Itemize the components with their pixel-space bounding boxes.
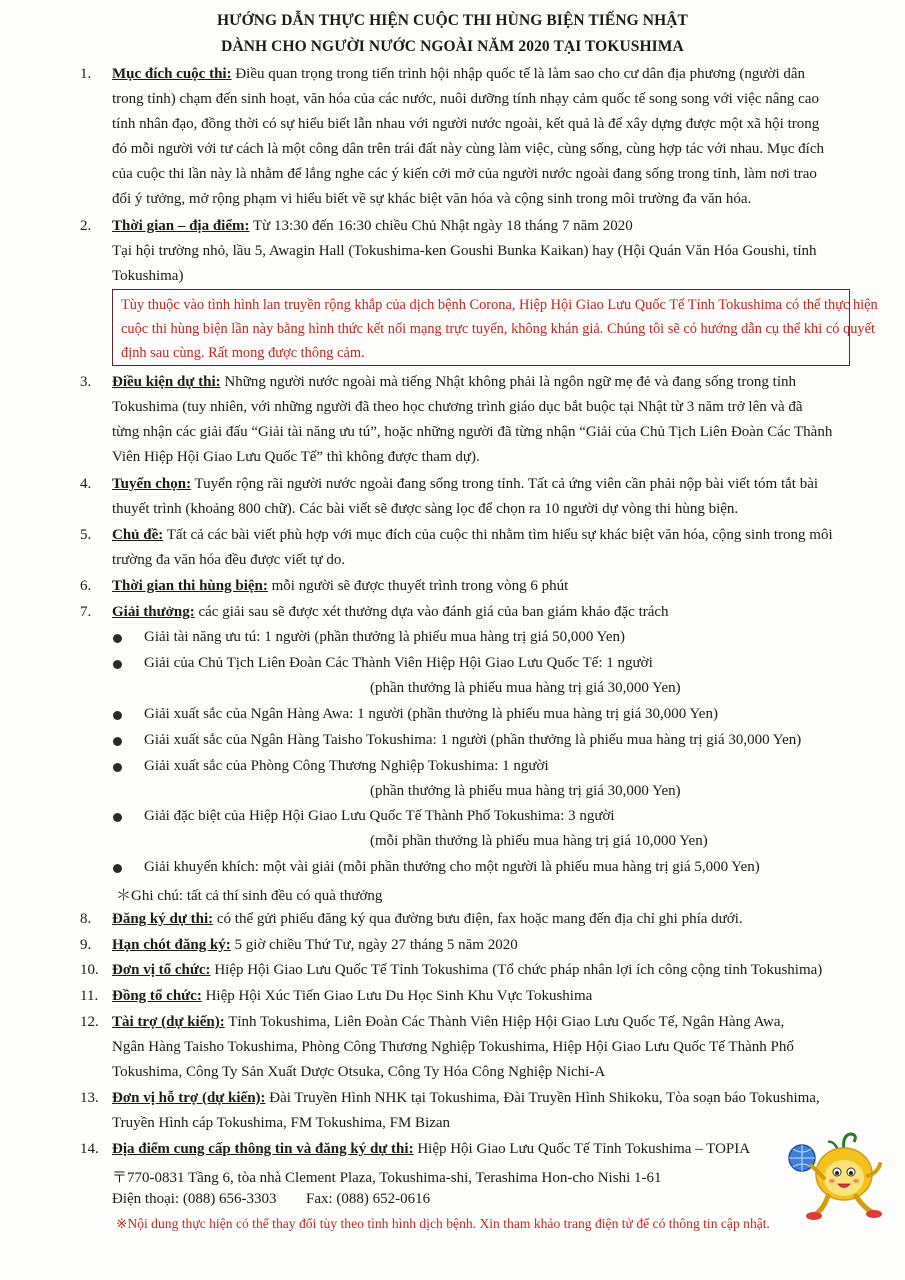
- contact-fax: Fax: (088) 652-0616: [306, 1191, 431, 1207]
- section-4-text: Tuyển rộng rãi người nước ngoài đang sống trong tỉnh. Tất cả ứng viên cần phải nộp bài viết tóm tắt bài: [191, 476, 819, 492]
- section-12-label: Tài trợ (dự kiến):: [112, 1014, 225, 1030]
- section-8-line-1: [112, 911, 743, 928]
- document-title-line-2: DÀNH CHO NGƯỜI NƯỚC NGOÀI NĂM 2020 TẠI TOKUSHIMA: [221, 38, 684, 55]
- prize-2-reward: (phần thưởng là phiếu mua hàng trị giá 30,000 Yen): [370, 680, 681, 696]
- section-1-line-1: [112, 66, 805, 83]
- prize-bullet-2: [113, 660, 122, 669]
- section-9-text: 5 giờ chiều Thứ Tư, ngày 27 tháng 5 năm 2020: [230, 937, 518, 953]
- section-12-line-2: Ngân Hàng Taisho Tokushima, Phòng Công Thương Nghiệp Tokushima, Hiệp Hội Giao Lưu Quốc Tế Thành Phố: [112, 1039, 794, 1055]
- section-3-line-4: Viên Hiệp Hội Giao Lưu Quốc Tế” thì không được tham dự).: [112, 449, 480, 465]
- prize-bullet-1: [113, 634, 122, 643]
- section-8-text: có thể gửi phiếu đăng ký qua đường bưu điện, fax hoặc mang đến địa chỉ ghi phía dưới.: [213, 911, 743, 927]
- section-1-label: Mục đích cuộc thi:: [112, 66, 232, 82]
- section-13-line-1: [112, 1090, 820, 1107]
- contact-address: 〒770-0831 Tầng 6, tòa nhà Clement Plaza, Tokushima-shi, Terashima Hon-cho Nishi 1-61: [112, 1170, 662, 1186]
- section-6-line-1: [112, 578, 568, 595]
- section-11-text: Hiệp Hội Xúc Tiến Giao Lưu Du Học Sinh Khu Vực Tokushima: [201, 988, 593, 1004]
- section-10-label: Đơn vị tổ chức:: [112, 962, 211, 978]
- notice-line-1: Tùy thuộc vào tình hình lan truyền rộng khắp của dịch bệnh Corona, Hiệp Hội Giao Lưu Quốc Tế Tỉnh Tokushima có thể thực hiện: [121, 297, 878, 313]
- topia-mascot-icon: [784, 1128, 884, 1226]
- section-1-line-5: của cuộc thi lần này là nhằm để lắng nghe các ý kiến cởi mở của người nước ngoài đang sống trong tỉnh, làm nơi trao: [112, 166, 817, 182]
- prize-bullet-3: [113, 711, 122, 720]
- section-9-line-1: [112, 937, 518, 954]
- prize-7: Giải khuyến khích: một vài giải (mỗi phần thưởng cho một người là phiếu mua hàng trị giá 5,000 Yen): [144, 859, 760, 875]
- prize-6-reward: (mỗi phần thưởng là phiếu mua hàng trị giá 10,000 Yen): [370, 833, 708, 849]
- section-4-line-1: [112, 476, 818, 493]
- section-10-number: 10.: [80, 962, 99, 978]
- section-2-label: Thời gian – địa điểm:: [112, 218, 250, 234]
- section-13-number: 13.: [80, 1090, 99, 1106]
- section-6-number: 6.: [80, 578, 92, 594]
- section-12-number: 12.: [80, 1014, 99, 1030]
- section-12-line-1: [112, 1014, 784, 1031]
- contact-phone: Điện thoại: (088) 656-3303: [112, 1191, 277, 1207]
- section-5-label: Chủ đề:: [112, 527, 164, 543]
- section-14-number: 14.: [80, 1141, 99, 1157]
- section-2-line-3: Tokushima): [112, 268, 184, 284]
- section-13-label: Đơn vị hỗ trợ (dự kiến):: [112, 1090, 266, 1106]
- section-13-text: Đài Truyền Hình NHK tại Tokushima, Đài Truyền Hình Shikoku, Tòa soạn báo Tokushima,: [265, 1090, 820, 1106]
- section-3-line-3: từng nhận các giải đấu “Giải tài năng ưu tú”, hoặc những người đã từng nhận “Giải của Chủ Tịch Liên Đoàn Các Thành: [112, 424, 833, 440]
- section-1-line-2: trong tỉnh) chạm đến sinh hoạt, văn hóa của các nước, nuôi dưỡng tính nhạy cảm quốc tế song song với việc nâng cao: [112, 91, 819, 107]
- section-6-text: mỗi người sẽ được thuyết trình trong vòng 6 phút: [267, 578, 569, 594]
- prize-bullet-5: [113, 763, 122, 772]
- section-4-line-2: thuyết trình (khoảng 800 chữ). Các bài viết sẽ được sàng lọc để chọn ra 10 người dự vòng thi hùng biện.: [112, 501, 739, 517]
- section-9-number: 9.: [80, 937, 92, 953]
- section-3-number: 3.: [80, 374, 92, 390]
- section-8-label: Đăng ký dự thi:: [112, 911, 214, 927]
- section-6-label: Thời gian thi hùng biện:: [112, 578, 268, 594]
- section-2-line-1: [112, 218, 633, 235]
- section-1-line-6: đổi ý tưởng, mở rộng phạm vi hiểu biết về sự khác biệt văn hóa và cộng sinh trong môi trường đa văn hóa.: [112, 191, 752, 207]
- section-12-text: Tỉnh Tokushima, Liên Đoàn Các Thành Viên Hiệp Hội Giao Lưu Quốc Tế, Ngân Hàng Awa,: [224, 1014, 785, 1030]
- section-14-label: Địa điểm cung cấp thông tin và đăng ký dự thi:: [112, 1141, 414, 1157]
- section-7-text: các giải sau sẽ được xét thưởng dựa vào đánh giá của ban giám khảo đặc trách: [194, 604, 669, 620]
- section-14-text: Hiệp Hội Giao Lưu Quốc Tế Tỉnh Tokushima – TOPIA: [413, 1141, 751, 1157]
- section-3-text: Những người nước ngoài mà tiếng Nhật không phải là ngôn ngữ mẹ đẻ và đang sống trong tỉnh: [220, 374, 796, 390]
- prize-1: Giải tài năng ưu tú: 1 người (phần thưởng là phiếu mua hàng trị giá 50,000 Yen): [144, 629, 626, 645]
- section-10-line-1: [112, 962, 822, 979]
- prize-6: Giải đặc biệt của Hiệp Hội Giao Lưu Quốc Tế Thành Phố Tokushima: 3 người: [144, 808, 615, 824]
- section-1-line-3: tính nhân đạo, đồng thời có sự hiểu biết lẫn nhau với người nước ngoài, kết quả là để xây dựng được một xã hội trong: [112, 116, 820, 132]
- footer-notice: ※Nội dung thực hiện có thể thay đổi tùy theo tình hình dịch bệnh. Xin tham khảo trang điện tử để có thông tin cập nhật.: [116, 1216, 770, 1231]
- section-7-label: Giải thưởng:: [112, 604, 195, 620]
- section-1-text: Điều quan trọng trong tiến trình hội nhập quốc tế là làm sao cho cư dân địa phương (người dân: [231, 66, 806, 82]
- section-8-number: 8.: [80, 911, 92, 927]
- section-4-label: Tuyển chọn:: [112, 476, 192, 492]
- prize-bullet-7: [113, 864, 122, 873]
- prize-bullet-6: [113, 813, 122, 822]
- section-3-line-1: [112, 374, 796, 391]
- section-12-line-3: Tokushima, Công Ty Sản Xuất Dược Otsuka, Công Ty Hóa Công Nghiệp Nichi-A: [112, 1064, 606, 1080]
- prize-bullet-4: [113, 737, 122, 746]
- section-2-number: 2.: [80, 218, 92, 234]
- section-7-number: 7.: [80, 604, 92, 620]
- section-11-number: 11.: [80, 988, 99, 1004]
- section-14-line-1: [112, 1141, 750, 1158]
- section-3-line-2: Tokushima (tuy nhiên, với những người đã theo học chương trình giáo dục bắt buộc tại Nhật từ 3 năm trở lên và đã: [112, 399, 803, 415]
- section-4-number: 4.: [80, 476, 92, 492]
- notice-line-3: định sau cùng. Rất mong được thông cảm.: [121, 345, 365, 361]
- document-title-line-1: HƯỚNG DẪN THỰC HIỆN CUỘC THI HÙNG BIỆN TIẾNG NHẬT: [217, 12, 688, 29]
- section-2-text: Từ 13:30 đến 16:30 chiều Chủ Nhật ngày 18 tháng 7 năm 2020: [249, 218, 633, 234]
- prize-4: Giải xuất sắc của Ngân Hàng Taisho Tokushima: 1 người (phần thưởng là phiếu mua hàng trị giá 30,000 Yen): [144, 732, 802, 748]
- section-10-text: Hiệp Hội Giao Lưu Quốc Tế Tỉnh Tokushima (Tổ chức pháp nhân lợi ích công cộng tỉnh Tokushima): [210, 962, 823, 978]
- section-11-line-1: [112, 988, 592, 1005]
- notice-line-2: cuộc thi hùng biện lần này bằng hình thức kết nối mạng trực tuyến, không khán giả. Chúng tôi sẽ có hướng dẫn cụ thể khi có quyết: [121, 321, 875, 337]
- section-3-label: Điều kiện dự thi:: [112, 374, 221, 390]
- prize-note: ＊Ghi chú: tất cả thí sinh đều có quà thưởng: [116, 888, 383, 904]
- section-5-line-2: trường đa văn hóa đều được viết tự do.: [112, 552, 346, 568]
- section-5-line-1: [112, 527, 833, 544]
- section-1-number: 1.: [80, 66, 92, 82]
- section-5-number: 5.: [80, 527, 92, 543]
- section-2-line-2: Tại hội trường nhỏ, lầu 5, Awagin Hall (Tokushima-ken Goushi Bunka Kaikan) hay (Hội Quán Văn Hóa Goushi, tỉnh: [112, 243, 817, 259]
- prize-2: Giải của Chủ Tịch Liên Đoàn Các Thành Viên Hiệp Hội Giao Lưu Quốc Tế: 1 người: [144, 655, 653, 671]
- section-9-label: Hạn chót đăng ký:: [112, 937, 231, 953]
- prize-5-reward: (phần thưởng là phiếu mua hàng trị giá 30,000 Yen): [370, 783, 681, 799]
- prize-5: Giải xuất sắc của Phòng Công Thương Nghiệp Tokushima: 1 người: [144, 758, 549, 774]
- section-7-line-1: [112, 604, 669, 621]
- section-5-text: Tất cả các bài viết phù hợp với mục đích của cuộc thi nhằm tìm hiểu sự khác biệt văn hóa, cộng sinh trong môi: [163, 527, 833, 543]
- prize-3: Giải xuất sắc của Ngân Hàng Awa: 1 người (phần thưởng là phiếu mua hàng trị giá 30,000 Yen): [144, 706, 718, 722]
- section-13-line-2: Truyền Hình cáp Tokushima, FM Tokushima, FM Bizan: [112, 1115, 451, 1131]
- section-11-label: Đồng tổ chức:: [112, 988, 202, 1004]
- section-1-line-4: đó mỗi người với tư cách là một công dân trên trái đất này cùng làm việc, cùng sống, cùng hợp tác với nhau. Mục đích: [112, 141, 824, 157]
